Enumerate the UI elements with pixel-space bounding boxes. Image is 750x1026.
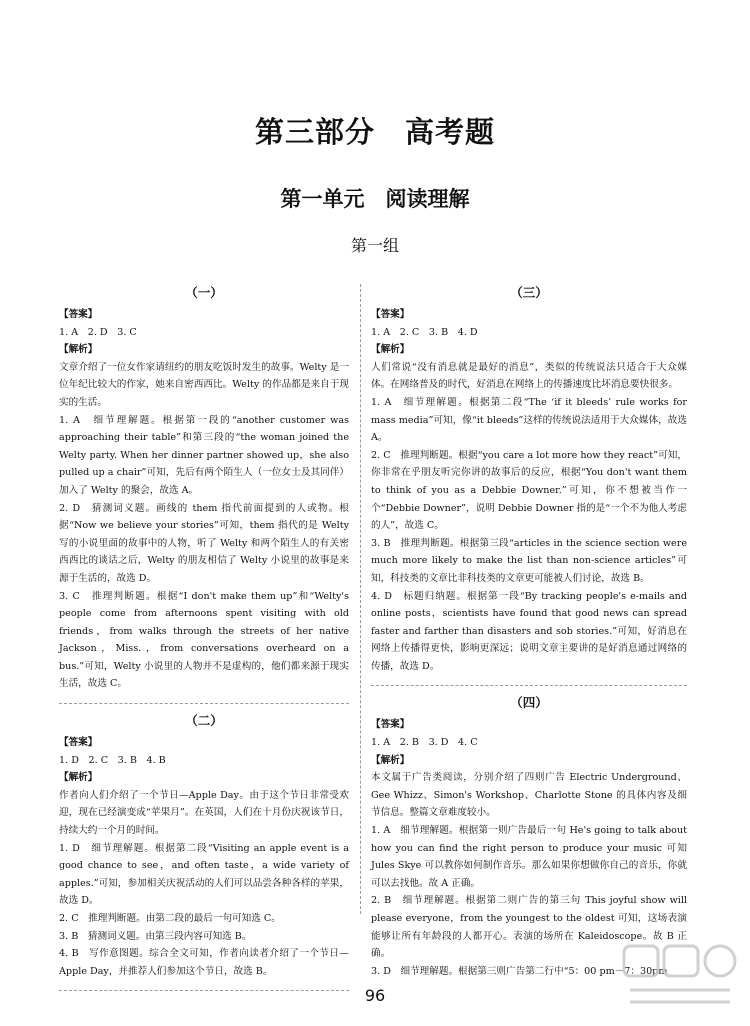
answers: 1. D 2. C 3. B 4. B (59, 754, 166, 766)
analysis-paragraph: 3. B 推理判断题。根据第三段“articles in the science section were much more likely to make the list than non-science articles”可知，科技类的文章比非科技类的文章更可能被人们讨论，故选 B。 (371, 537, 687, 584)
answers: 1. A 2. C 3. B 4. D (371, 326, 478, 338)
watermark-logo-icon (618, 940, 742, 1020)
section-3-heading: （三） (510, 285, 548, 300)
analysis-paragraph: 2. C 推理判断题。由第二段的最后一句可知选 C。 (59, 913, 281, 924)
page-number: 96 (364, 986, 386, 1005)
column-divider (360, 284, 361, 914)
answer-label: 【答案】 (371, 309, 410, 320)
answers: 1. A 2. B 3. D 4. C (371, 737, 478, 749)
section-separator (371, 685, 687, 686)
analysis-paragraph: 3. C 推理判断题。根据“I don't make them up”和“Welty's people come from afternoons spent visiting with old friends，from walks through the streets of her native Jackson，Miss.，from conversations overheard on a bus.”可知，Welty 小说里的人物并不是虚构的，他们都来源于现实生活，故选 C。 (59, 590, 349, 690)
section-3 (371, 282, 687, 675)
analysis-paragraph: 2. B 细节理解题。根据第二则广告的第三句 This joyful show will please everyone，from the youngest to the oldest 可知，这场表演能够让所有年龄段的人都开心。表演的场所在 Kaleidoscope。故 B 正确。 (371, 895, 687, 960)
section-4-heading: （四） (510, 695, 548, 711)
section-2 (59, 710, 349, 980)
analysis-paragraph: 作者向人们介绍了一个节日—Apple Day。由于这个节日非常受欢迎，现在已经演变成“苹果月”。在英国，人们在十月份庆祝该节日，持续大约一个月的时间。 (59, 789, 349, 837)
group-title: 第一组 (350, 236, 399, 255)
part-title: 第三部分 高考题 (254, 115, 495, 149)
analysis-paragraph: 1. D 细节理解题。根据第二段“Visiting an apple event is a good chance to see，and often taste，a wide variety of apples.”可知，参加相关庆祝活动的人们可以品尝各种各样的苹果，故选 D。 (59, 842, 349, 907)
left-column (59, 276, 349, 995)
answers: 1. A 2. D 3. C (59, 326, 137, 338)
analysis-paragraph: 2. C 推理判断题。根据“you care a lot more how they react”可知，你非常在乎朋友听完你讲的故事后的反应，根据“You don't want them to think of you as a Debbie Downer.”可知，你不想被当作一个“Debbie Downer”，说明 Debbie Downer 指的是“一个不为他人考虑的人”，故选 C。 (371, 449, 687, 532)
answer-label: 【答案】 (59, 737, 98, 749)
right-column (371, 276, 687, 980)
analysis-paragraph: 4. B 写作意图题。综合全文可知，作者向读者介绍了一个节日—Apple Day，并推荐人们参加这个节日，故选 B。 (59, 948, 349, 977)
analysis-paragraph: 2. D 猜测词义题。画线的 them 指代前面提到的人或物。根据“Now we believe your stories”可知，them 指代的是 Welty 写的小说里面的故事中的人物，听了 Welty 和两个陌生人的有关密西西比的谈话之后，Welty 的朋友相信了 Welty 小说里的故事是来源于生活的，故选 D。 (59, 502, 349, 584)
analysis-label: 【解析】 (371, 344, 410, 356)
analysis-paragraph: 本文属于广告类阅读，分别介绍了四则广告 Electric Underground、Gee Whizz、Simon's Workshop、Charlotte Stone 的具体内容及细节信息。整篇文章难度较小。 (371, 772, 687, 819)
section-separator (59, 703, 349, 704)
analysis-paragraph: 1. A 细节理解题。根据第二段“The ‘if it bleeds’ rule works for mass media”可知，像“it bleeds”这样的传统说法适用于大众媒体，故选 A。 (371, 396, 687, 444)
unit-title: 第一单元 阅读理解 (280, 186, 470, 211)
analysis-label: 【解析】 (59, 344, 98, 356)
section-1 (59, 282, 349, 693)
analysis-paragraph: 1. A 细节理解题。根据第一则广告最后一句 He's going to talk about how you can find the right person to produce your music 可知 Jules Skye 可以教你如何制作音乐。那么如果你想做你自己的音乐，你就可以去找他。故 A 正确。 (371, 825, 687, 889)
analysis-label: 【解析】 (59, 772, 98, 784)
analysis-paragraph: 1. A 细节理解题。根据第一段的“another customer was approaching their table”和第三段的“the woman joined the Welty party. When her dinner partner showed up，she also pulled up a chair”可知，先后有两个陌生人（一位女士及其同伴）加入了 Welty 的聚会，故选 A。 (59, 414, 349, 496)
answer-label: 【答案】 (371, 719, 410, 731)
analysis-paragraph: 人们常说“没有消息就是最好的消息”，类似的传统说法只适合于大众媒体。在网络普及的时代，好消息在网络上的传播速度比坏消息要快很多。 (371, 361, 687, 391)
analysis-paragraph: 3. B 猜测词义题。由第三段内容可知选 B。 (59, 930, 252, 942)
section-1-heading: （一） (185, 285, 223, 300)
analysis-label: 【解析】 (371, 754, 410, 766)
section-2-heading: （二） (185, 713, 223, 729)
analysis-paragraph: 文章介绍了一位女作家请纽约的朋友吃饭时发生的故事。Welty 是一位年纪比较大的作家，她来自密西西比。Welty 的作品都是来自于现实的生活。 (59, 361, 349, 408)
section-4 (371, 692, 687, 980)
analysis-paragraph: 4. D 标题归纳题。根据第一段“By tracking people's e-mails and online posts，scientists have found that good news can spread faster and farther than disasters and sob stories.”可知，好消息在网络上传播得更快，影响更深远；说明文章主要讲的是好消息通过网络的传播，故选 D。 (371, 590, 687, 672)
answer-label: 【答案】 (59, 309, 98, 320)
analysis-paragraph: 3. D 细节理解题。根据第三则广告第二行中“5：00 pm－7：30pm (371, 965, 668, 977)
